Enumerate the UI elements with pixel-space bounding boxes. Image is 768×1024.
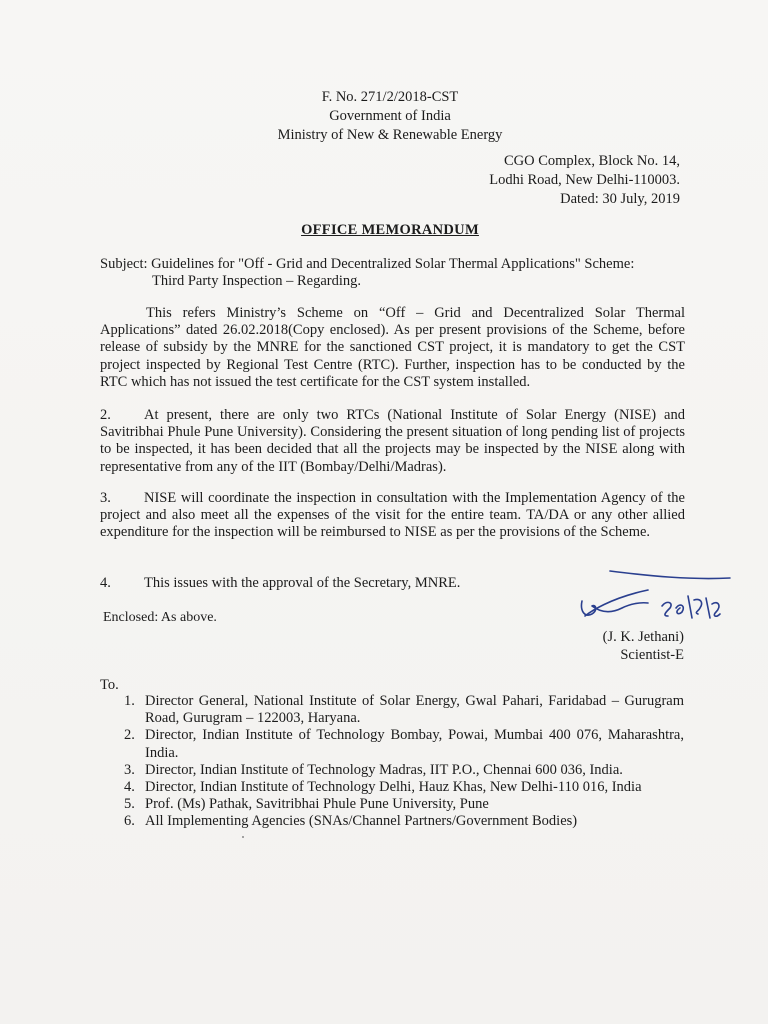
date-line: Dated: 30 July, 2019: [560, 191, 680, 207]
recipient-text: All Implementing Agencies (SNAs/Channel Partners/Government Bodies): [145, 813, 578, 830]
paragraph-3-text: NISE will coordinate the inspection in consultation with the Implementation Agency of the project and also meet all the expenses of the visit for the entire team. TA/DA or any other allied expenditure for the inspection will be reimbursed to NISE as per the provisions of the Scheme.: [100, 490, 685, 541]
paragraph-4-number: 4.: [100, 575, 111, 591]
paragraph-2-number: 2.: [100, 407, 111, 423]
recipient-text: Prof. (Ms) Pathak, Savitribhai Phule Pune University, Pune: [145, 796, 489, 813]
recipient-item: [116, 693, 684, 727]
signer-designation: Scientist-E: [620, 647, 684, 663]
scan-speck: [242, 836, 244, 838]
memo-title: OFFICE MEMORANDUM: [301, 222, 479, 238]
recipient-text: Director, Indian Institute of Technology Bombay, Powai, Mumbai 400 076, Maharashtra, India.: [145, 727, 684, 761]
signer-name: (J. K. Jethani): [602, 629, 684, 645]
paragraph-2: [100, 407, 685, 476]
recipient-number: 4.: [124, 779, 135, 796]
address-line-2: Lodhi Road, New Delhi-110003.: [489, 172, 680, 188]
letter-header: [0, 88, 768, 145]
paragraph-2-text: At present, there are only two RTCs (National Institute of Solar Energy (NISE) and Savitribhai Phule Pune University). Considering the present situation of long pending list of projects to be inspected, it has been decided that all the projects may be inspected by the NISE along with representative from any of the IIT (Bombay/Delhi/Madras).: [100, 407, 685, 475]
recipient-item: [116, 813, 684, 830]
subject-block: [100, 256, 685, 290]
paragraph-4-text: This issues with the approval of the Secretary, MNRE.: [144, 575, 461, 591]
paragraph-3-number: 3.: [100, 490, 111, 506]
recipient-number: 5.: [124, 796, 135, 813]
recipient-text: Director General, National Institute of Solar Energy, Gwal Pahari, Faridabad – Gurugram Road, Gurugram – 122003, Haryana.: [145, 693, 684, 727]
recipient-item: [116, 779, 684, 796]
recipient-number: 2.: [124, 727, 135, 744]
subject-line-2: Third Party Inspection – Regarding.: [152, 273, 361, 289]
recipient-item: [116, 796, 684, 813]
address-line-1: CGO Complex, Block No. 14,: [503, 153, 680, 169]
subject-line-1: Subject: Guidelines for "Off - Grid and Decentralized Solar Thermal Applications" Scheme:: [100, 256, 635, 272]
file-number: F. No. 271/2/2018-CST: [321, 89, 459, 105]
paragraph-1: This refers Ministry’s Scheme on “Off – Grid and Decentralized Solar Thermal Applications” dated 26.02.2018(Copy enclosed). As per present provisions of the Scheme, before release of subsidy by the MNRE for the sanctioned CST project, it is mandatory to get the CST project inspected by Regional Test Centre (RTC). Further, inspection has to be conducted by the RTC which has not issued the test certificate for the CST system installed.: [100, 305, 685, 390]
government-name: Government of India: [329, 108, 451, 124]
recipient-text: Director, Indian Institute of Technology Madras, IIT P.O., Chennai 600 036, India.: [145, 761, 623, 778]
recipient-number: 3.: [124, 761, 135, 778]
recipient-text: Director, Indian Institute of Technology Delhi, Hauz Khas, New Delhi-110 016, India: [145, 779, 642, 796]
signer-block: [603, 628, 684, 664]
paragraph-3: [100, 490, 685, 542]
office-address: [489, 152, 680, 209]
recipient-item: [116, 762, 684, 779]
recipient-number: 6.: [124, 813, 135, 830]
ministry-name: Ministry of New & Renewable Energy: [277, 127, 503, 143]
recipient-number: 1.: [124, 693, 135, 709]
recipient-list: [116, 693, 684, 831]
enclosure-note: Enclosed: As above.: [103, 610, 217, 625]
recipient-item: [116, 727, 684, 761]
to-label: To.: [100, 677, 119, 693]
